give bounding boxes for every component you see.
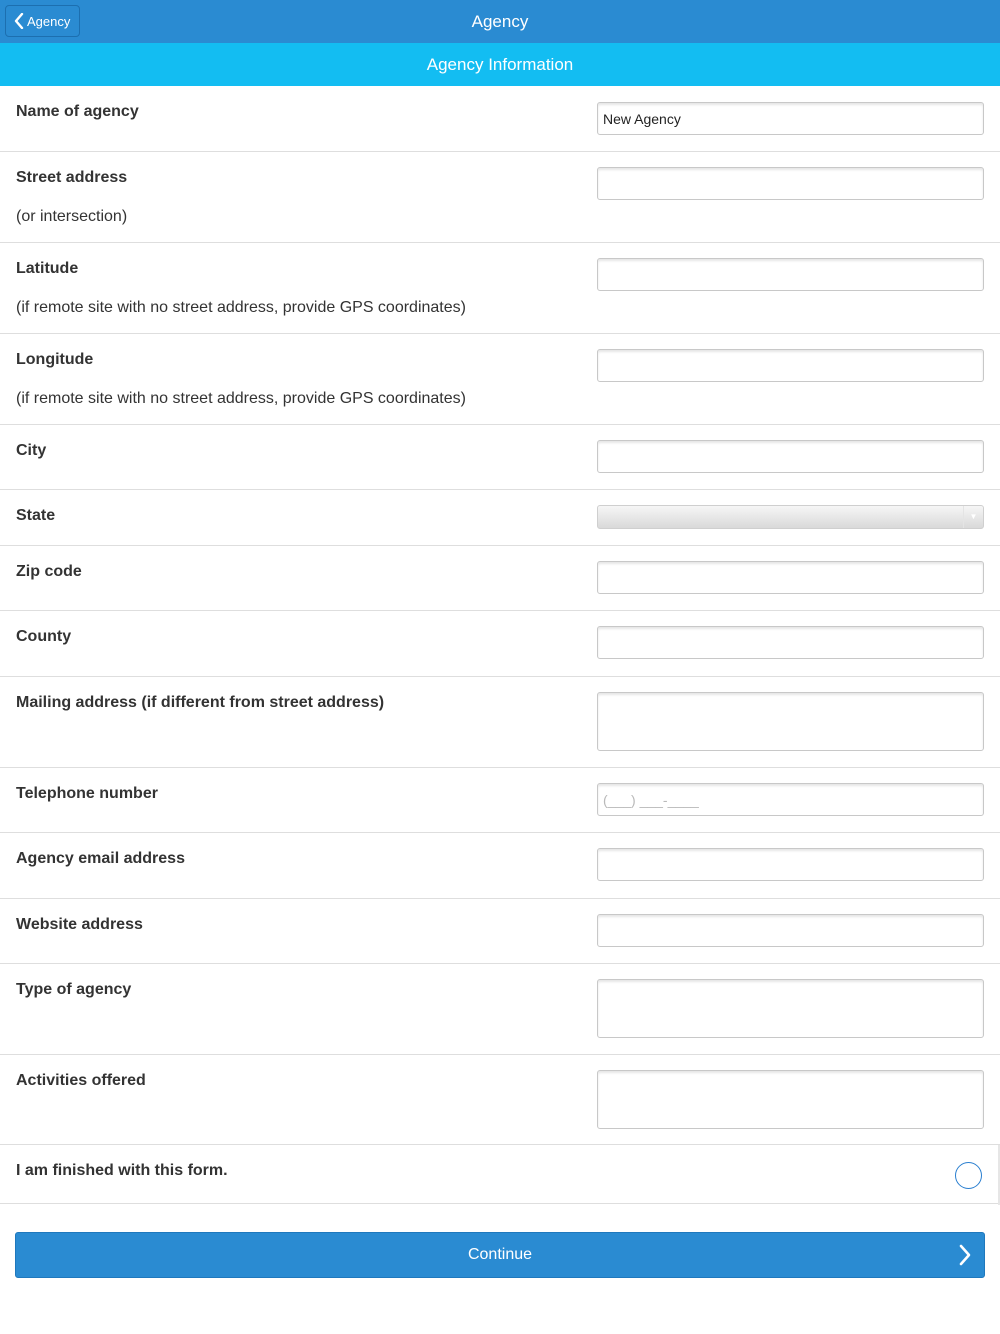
telephone-input[interactable] <box>597 783 984 816</box>
form-row-website <box>0 899 1000 964</box>
street-address-input[interactable] <box>597 167 984 200</box>
chevron-left-icon <box>14 13 24 29</box>
form-row-county <box>0 611 1000 677</box>
form-row-state <box>0 490 1000 546</box>
continue-label: Continue <box>467 1246 533 1263</box>
form-row-email <box>0 833 1000 899</box>
form-row-finished <box>0 1145 1000 1204</box>
email-label: Agency email address <box>16 850 185 867</box>
phone-label: Telephone number <box>16 785 158 802</box>
form-row-mailing <box>0 677 1000 768</box>
county-label: County <box>16 628 72 645</box>
agency-type-input[interactable] <box>597 979 984 1038</box>
chevron-right-icon <box>958 1244 972 1266</box>
mailing-label: Mailing address (if different from street address) <box>16 694 385 711</box>
page-title: Agency <box>471 12 529 31</box>
name-label: Name of agency <box>16 103 139 120</box>
dropdown-arrow-icon: ▼ <box>963 506 983 528</box>
latitude-label: Latitude <box>16 260 79 277</box>
form-row-phone <box>0 768 1000 833</box>
agency-type-label: Type of agency <box>16 981 132 998</box>
back-button[interactable] <box>5 5 80 37</box>
street-hint: (or intersection) <box>16 208 128 225</box>
zip-code-input[interactable] <box>597 561 984 594</box>
website-input[interactable] <box>597 914 984 947</box>
activities-label: Activities offered <box>16 1072 146 1089</box>
form-row-city <box>0 425 1000 490</box>
activities-input[interactable] <box>597 1070 984 1129</box>
continue-button[interactable] <box>15 1232 985 1278</box>
city-label: City <box>16 442 47 459</box>
longitude-label: Longitude <box>16 351 94 368</box>
finished-label: I am finished with this form. <box>16 1162 228 1179</box>
longitude-hint: (if remote site with no street address, provide GPS coordinates) <box>16 390 466 407</box>
latitude-hint: (if remote site with no street address, provide GPS coordinates) <box>16 299 466 316</box>
finished-radio[interactable] <box>955 1162 982 1189</box>
longitude-input[interactable] <box>597 349 984 382</box>
section-title: Agency Information <box>0 43 1000 86</box>
latitude-input[interactable] <box>597 258 984 291</box>
mailing-address-input[interactable] <box>597 692 984 751</box>
website-label: Website address <box>16 916 143 933</box>
county-input[interactable] <box>597 626 984 659</box>
form-row-latitude <box>0 243 1000 334</box>
form-row-longitude <box>0 334 1000 425</box>
state-select[interactable] <box>597 505 984 529</box>
form-row-zip <box>0 546 1000 611</box>
form-row-street <box>0 152 1000 243</box>
back-button-label: Agency <box>27 13 71 29</box>
city-input[interactable] <box>597 440 984 473</box>
state-label: State <box>16 507 56 524</box>
navigation-bar <box>0 0 1000 43</box>
form-row-activities <box>0 1055 1000 1145</box>
agency-name-input[interactable] <box>597 102 984 135</box>
email-input[interactable] <box>597 848 984 881</box>
zip-label: Zip code <box>16 563 82 580</box>
street-label: Street address <box>16 169 128 186</box>
form-row-name <box>0 86 1000 152</box>
form-row-agency-type <box>0 964 1000 1055</box>
